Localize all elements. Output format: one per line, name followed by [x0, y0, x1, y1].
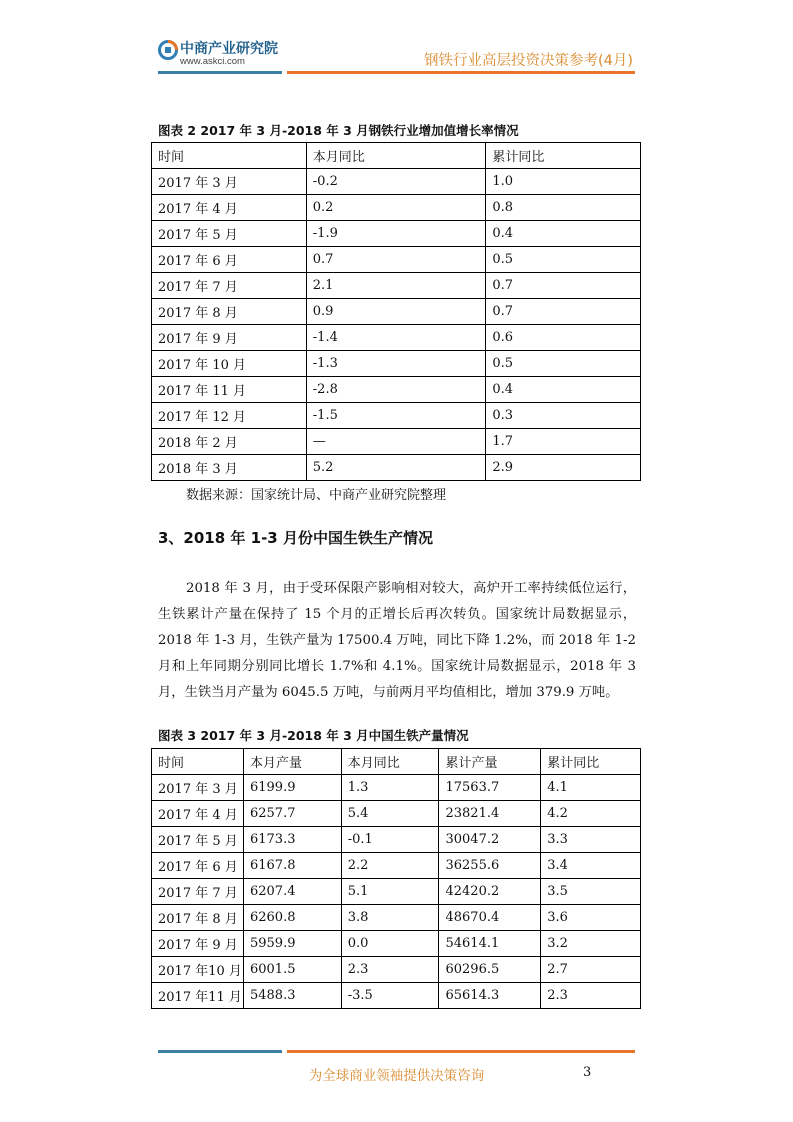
logo-icon: [158, 40, 178, 60]
table-cell: 2017 年 8 月: [152, 905, 244, 931]
section-heading: 3、2018 年 1-3 月份中国生铁生产情况: [158, 529, 433, 547]
footer-rule-blue: [158, 1050, 282, 1053]
table-cell: 0.0: [341, 931, 439, 957]
footer-slogan: 为全球商业领袖提供决策咨询: [308, 1068, 485, 1084]
table-cell: -1.5: [306, 403, 486, 429]
table-cell: 3.4: [541, 853, 641, 879]
table-cell: 2017 年 8 月: [152, 299, 307, 325]
table-row: [152, 351, 641, 377]
table-cell: -1.9: [306, 221, 486, 247]
document-title: 钢铁行业高层投资决策参考(4月): [423, 53, 633, 69]
table-cell: -0.1: [341, 827, 439, 853]
section-paragraph: [158, 576, 636, 706]
header-cell: 本月同比: [341, 749, 439, 775]
table-row: [152, 195, 641, 221]
table-cell: -0.2: [306, 169, 486, 195]
table-row: [152, 377, 641, 403]
table-cell: -2.8: [306, 377, 486, 403]
table-cell: 6260.8: [243, 905, 341, 931]
table-cell: 5488.3: [243, 983, 341, 1009]
header-rule-orange: [287, 71, 635, 74]
table-cell: 23821.4: [439, 801, 541, 827]
table-cell: 2.3: [341, 957, 439, 983]
table-cell: 5.1: [341, 879, 439, 905]
table-cell: 2017 年 4 月: [152, 801, 244, 827]
table-cell: 2017 年 5 月: [152, 221, 307, 247]
table-cell: 65614.3: [439, 983, 541, 1009]
table-cell: 6173.3: [243, 827, 341, 853]
table-cell: 2017 年 12 月: [152, 403, 307, 429]
header-cell: 本月产量: [243, 749, 341, 775]
table-cell: 2018 年 2 月: [152, 429, 307, 455]
table-cell: 2017 年 3 月: [152, 169, 307, 195]
table-cell: 2.2: [341, 853, 439, 879]
table-cell: 5.2: [306, 455, 486, 481]
table-row: [152, 775, 641, 801]
table-cell: 2017 年 7 月: [152, 879, 244, 905]
table-cell: -1.3: [306, 351, 486, 377]
logo-url[interactable]: www.askci.com: [180, 56, 245, 67]
header-rule-blue: [158, 71, 282, 74]
table-cell: 5.4: [341, 801, 439, 827]
table-cell: 2017 年 11 月: [152, 377, 307, 403]
table-cell: 2.9: [486, 455, 641, 481]
table-cell: 0.6: [486, 325, 641, 351]
table-row: [152, 957, 641, 983]
table-header-row: [152, 749, 641, 775]
table-cell: 2017 年 9 月: [152, 325, 307, 351]
table-cell: 2017 年 4 月: [152, 195, 307, 221]
table-row: [152, 983, 641, 1009]
table-cell: 3.8: [341, 905, 439, 931]
table-row: [152, 169, 641, 195]
table-cell: 1.0: [486, 169, 641, 195]
table-cell: 2.7: [541, 957, 641, 983]
table-cell: 6207.4: [243, 879, 341, 905]
table-cell: 2018 年 3 月: [152, 455, 307, 481]
table-cell: 6199.9: [243, 775, 341, 801]
table-cell: 0.4: [486, 377, 641, 403]
table-cell: 2017 年 9 月: [152, 931, 244, 957]
table-cell: 0.8: [486, 195, 641, 221]
table-cell: 3.2: [541, 931, 641, 957]
table-cell: 0.2: [306, 195, 486, 221]
table-cell: 6001.5: [243, 957, 341, 983]
table-cell: 3.5: [541, 879, 641, 905]
table-cell: 4.2: [541, 801, 641, 827]
table-row: [152, 429, 641, 455]
table-cell: 42420.2: [439, 879, 541, 905]
table-cell: 2.1: [306, 273, 486, 299]
paragraph-text: 2018 年 3 月，由于受环保限产影响相对较大，高炉开工率持续低位运行，生铁累计产量在保持了 15 个月的正增长后再次转负。国家统计局数据显示，2018 年 1-3 月，生铁产量为 17500.4 万吨，同比下降 1.2%，而 2018 年 1-2 月和上年同期分别同比增长 1.7%和 4.1%。国家统计局数据显示，2018 年 3 月，生铁当月产量为 6045.5 万吨，与前两月平均值相比，增加 379.9 万吨。: [158, 581, 636, 700]
table-cell: 1.3: [341, 775, 439, 801]
table-cell: -1.4: [306, 325, 486, 351]
table-cell: 54614.1: [439, 931, 541, 957]
header-cell: 累计同比: [541, 749, 641, 775]
table-cell: 0.7: [306, 247, 486, 273]
table-cell: 2017 年 10 月: [152, 351, 307, 377]
table-cell: 48670.4: [439, 905, 541, 931]
table-row: [152, 273, 641, 299]
table-cell: 36255.6: [439, 853, 541, 879]
table-cell: 2017 年 3 月: [152, 775, 244, 801]
table-cell: 2017 年 5 月: [152, 827, 244, 853]
table-row: [152, 247, 641, 273]
table-cell: 5959.9: [243, 931, 341, 957]
table-cell: 3.6: [541, 905, 641, 931]
header-cell: 时间: [152, 143, 307, 169]
table-cell: 0.5: [486, 247, 641, 273]
table-cell: 2017 年 7 月: [152, 273, 307, 299]
table-header-row: [152, 143, 641, 169]
table-cell: 0.4: [486, 221, 641, 247]
table-cell: 1.7: [486, 429, 641, 455]
table-row: [152, 827, 641, 853]
table-row: [152, 221, 641, 247]
table-row: [152, 299, 641, 325]
table-cell: —: [306, 429, 486, 455]
table-cell: 6167.8: [243, 853, 341, 879]
table-row: [152, 931, 641, 957]
table-cell: 6257.7: [243, 801, 341, 827]
table-cell: 0.3: [486, 403, 641, 429]
table-row: [152, 403, 641, 429]
table2-source: 数据来源：国家统计局、中商产业研究院整理: [186, 488, 447, 503]
table-cell: 0.7: [486, 273, 641, 299]
table-cell: 2017 年11 月: [152, 983, 244, 1009]
table-cell: 60296.5: [439, 957, 541, 983]
table-cell: 2017 年 6 月: [152, 247, 307, 273]
table-cell: 0.9: [306, 299, 486, 325]
table-cell: 3.3: [541, 827, 641, 853]
growth-rate-table: [151, 142, 641, 481]
table-cell: 17563.7: [439, 775, 541, 801]
table-row: [152, 325, 641, 351]
header-cell: 累计同比: [486, 143, 641, 169]
table-cell: 0.7: [486, 299, 641, 325]
header-cell: 累计产量: [439, 749, 541, 775]
table-cell: 4.1: [541, 775, 641, 801]
table-cell: 0.5: [486, 351, 641, 377]
header-cell: 本月同比: [306, 143, 486, 169]
logo-name: 中商产业研究院: [180, 41, 278, 57]
table-row: [152, 455, 641, 481]
header-cell: 时间: [152, 749, 244, 775]
table-cell: 2017 年 6 月: [152, 853, 244, 879]
table-row: [152, 853, 641, 879]
table3-caption: 图表 3 2017 年 3 月-2018 年 3 月中国生铁产量情况: [158, 728, 469, 743]
footer-rule-orange: [287, 1050, 635, 1053]
table-row: [152, 879, 641, 905]
table-cell: 2017 年10 月: [152, 957, 244, 983]
company-logo: [158, 38, 288, 70]
table-row: [152, 905, 641, 931]
table2-caption: 图表 2 2017 年 3 月-2018 年 3 月钢铁行业增加值增长率情况: [158, 123, 519, 138]
table-row: [152, 801, 641, 827]
table-cell: 2.3: [541, 983, 641, 1009]
pig-iron-output-table: [151, 748, 641, 1009]
page-number: 3: [583, 1065, 592, 1080]
table-cell: 30047.2: [439, 827, 541, 853]
table-cell: -3.5: [341, 983, 439, 1009]
